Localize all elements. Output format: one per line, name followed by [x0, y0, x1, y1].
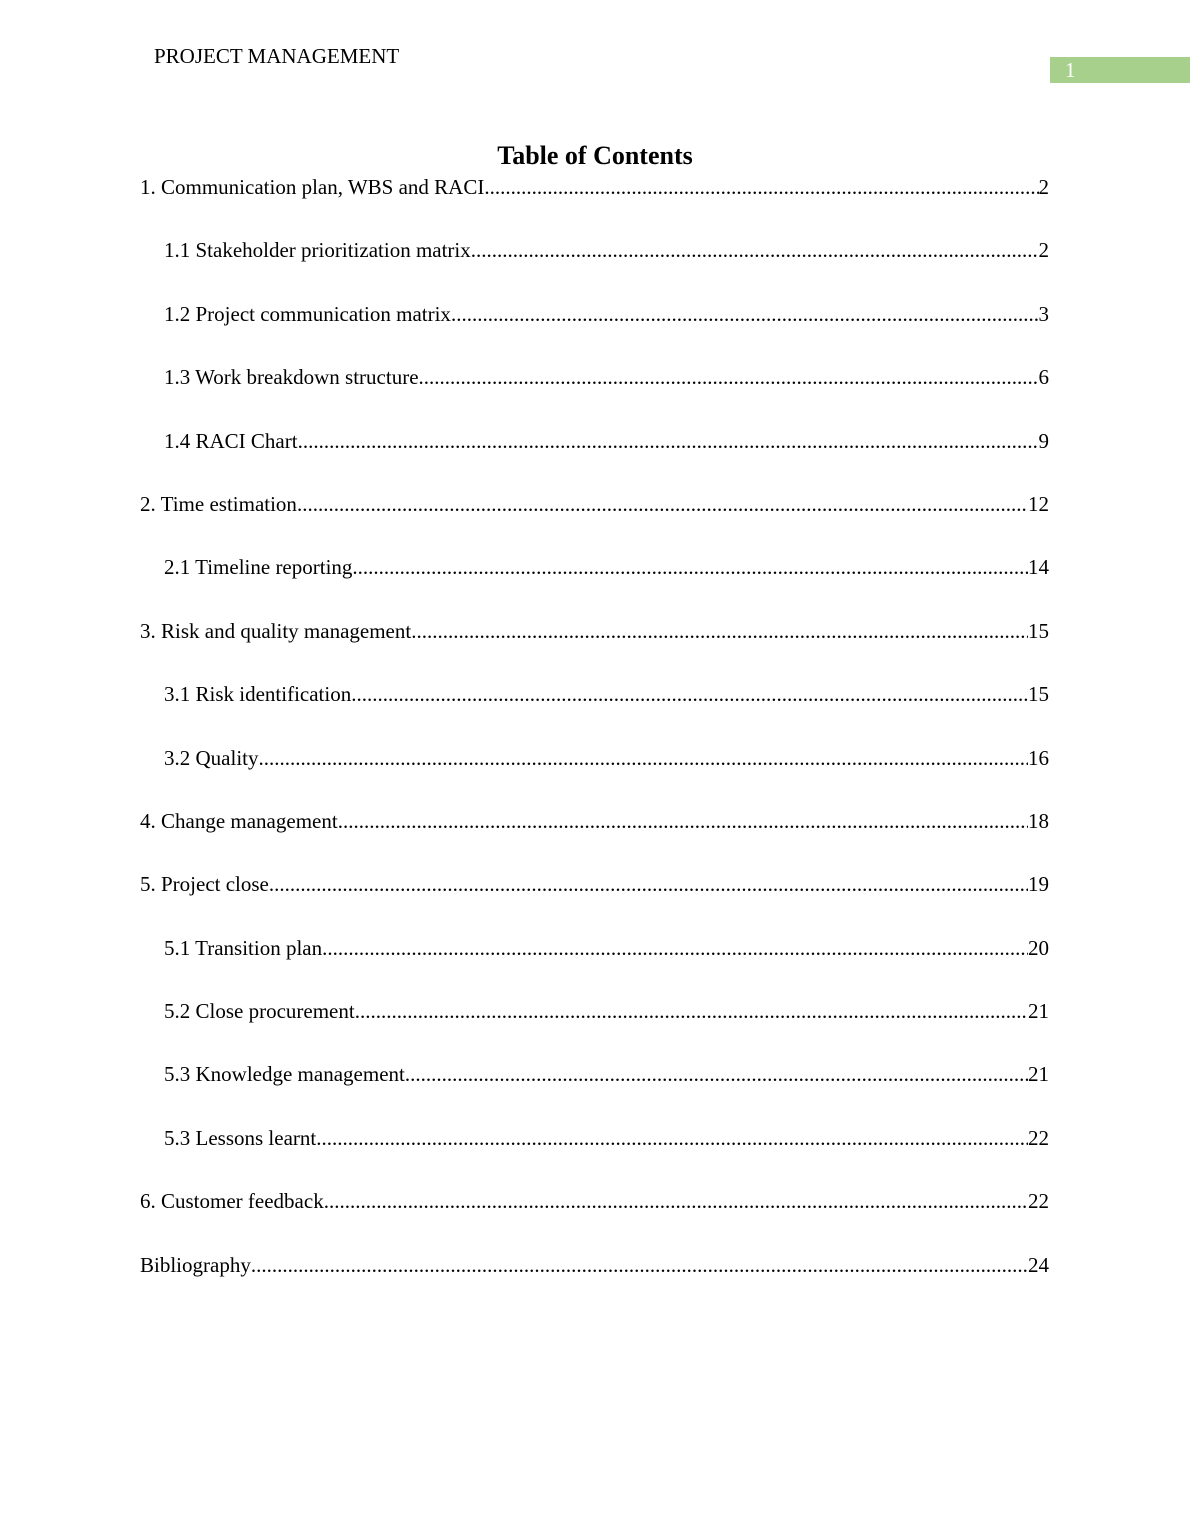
toc-entry[interactable] [140, 1252, 1049, 1315]
dot-leader [411, 618, 1028, 644]
toc-entry-label: 3. Risk and quality management [140, 618, 412, 643]
toc-entry-page: 15 [1028, 618, 1049, 643]
toc-entry-page: 2 [1038, 175, 1049, 199]
toc-entry[interactable] [140, 998, 1049, 1061]
toc-entry-page: 15 [1028, 682, 1049, 707]
dot-leader [352, 554, 1028, 580]
toc-entry-label: 2. Time estimation [140, 491, 297, 516]
toc-entry[interactable] [140, 618, 1049, 681]
dot-leader [259, 745, 1029, 771]
toc-entry-label: 3.2 Quality [164, 745, 259, 770]
toc-entry[interactable] [140, 428, 1049, 491]
toc-entry-label: 1.2 Project communication matrix [164, 301, 451, 326]
dot-leader [484, 174, 1038, 200]
toc-entry-page: 24 [1028, 1252, 1049, 1277]
toc-entry-label: 3.1 Risk identification [164, 682, 352, 707]
toc-entry-label: 1.1 Stakeholder prioritization matrix [164, 238, 471, 263]
dot-leader [419, 364, 1039, 390]
toc-entry-page: 6 [1038, 365, 1049, 390]
toc-entry-label: 5. Project close [140, 872, 269, 897]
toc-entry-label: 5.2 Close procurement [164, 999, 355, 1024]
dot-leader [405, 1061, 1028, 1087]
toc-entry-page: 9 [1038, 428, 1049, 453]
toc-entry[interactable] [140, 808, 1049, 871]
dot-leader [297, 491, 1028, 517]
toc-entry-label: 6. Customer feedback [140, 1189, 324, 1214]
toc-entry-page: 22 [1028, 1189, 1049, 1214]
dot-leader [316, 1125, 1028, 1151]
toc-entry-label: 5.3 Knowledge management [164, 1062, 405, 1087]
toc-entry[interactable] [140, 554, 1049, 617]
dot-leader [471, 237, 1039, 263]
dot-leader [338, 808, 1028, 834]
toc-entry[interactable] [140, 935, 1049, 998]
toc-entry[interactable] [140, 1061, 1049, 1124]
toc-entry[interactable] [140, 745, 1049, 808]
dot-leader [322, 935, 1028, 961]
toc-entry-page: 22 [1028, 1125, 1049, 1150]
table-of-contents [140, 174, 1049, 1315]
toc-entry[interactable] [140, 491, 1049, 554]
toc-entry-page: 21 [1028, 999, 1049, 1024]
toc-entry[interactable] [140, 1188, 1049, 1251]
toc-entry[interactable] [140, 681, 1049, 744]
toc-entry-page: 12 [1028, 491, 1049, 516]
page-number: 1 [1050, 57, 1190, 83]
toc-entry-label: Bibliography [140, 1252, 251, 1277]
toc-entry-page: 21 [1028, 1062, 1049, 1087]
toc-title: Table of Contents [497, 141, 693, 170]
toc-entry[interactable] [140, 174, 1049, 237]
dot-leader [269, 871, 1028, 897]
toc-entry-label: 1. Communication plan, WBS and RACI [140, 175, 485, 199]
toc-entry-label: 1.4 RACI Chart [164, 428, 298, 453]
dot-leader [298, 428, 1039, 454]
toc-entry-label: 5.1 Transition plan [164, 935, 323, 960]
dot-leader [355, 998, 1028, 1024]
toc-entry-label: 1.3 Work breakdown structure [164, 365, 419, 390]
toc-entry-page: 14 [1028, 555, 1049, 580]
toc-entry[interactable] [140, 1125, 1049, 1188]
toc-entry[interactable] [140, 237, 1049, 300]
toc-entry-page: 19 [1028, 872, 1049, 897]
running-head: PROJECT MANAGEMENT [154, 44, 400, 68]
toc-entry[interactable] [140, 364, 1049, 427]
toc-entry-label: 4. Change management [140, 808, 338, 833]
dot-leader [451, 301, 1039, 327]
toc-entry-page: 20 [1028, 935, 1049, 960]
toc-entry-label: 2.1 Timeline reporting [164, 555, 353, 580]
toc-entry-page: 2 [1038, 238, 1049, 263]
dot-leader [251, 1252, 1028, 1278]
toc-entry-page: 16 [1028, 745, 1049, 770]
dot-leader [351, 681, 1028, 707]
dot-leader [324, 1188, 1028, 1214]
toc-entry-page: 3 [1038, 301, 1049, 326]
toc-entry[interactable] [140, 871, 1049, 934]
toc-entry-label: 5.3 Lessons learnt [164, 1125, 317, 1150]
toc-entry-page: 18 [1028, 808, 1049, 833]
toc-entry[interactable] [140, 301, 1049, 364]
